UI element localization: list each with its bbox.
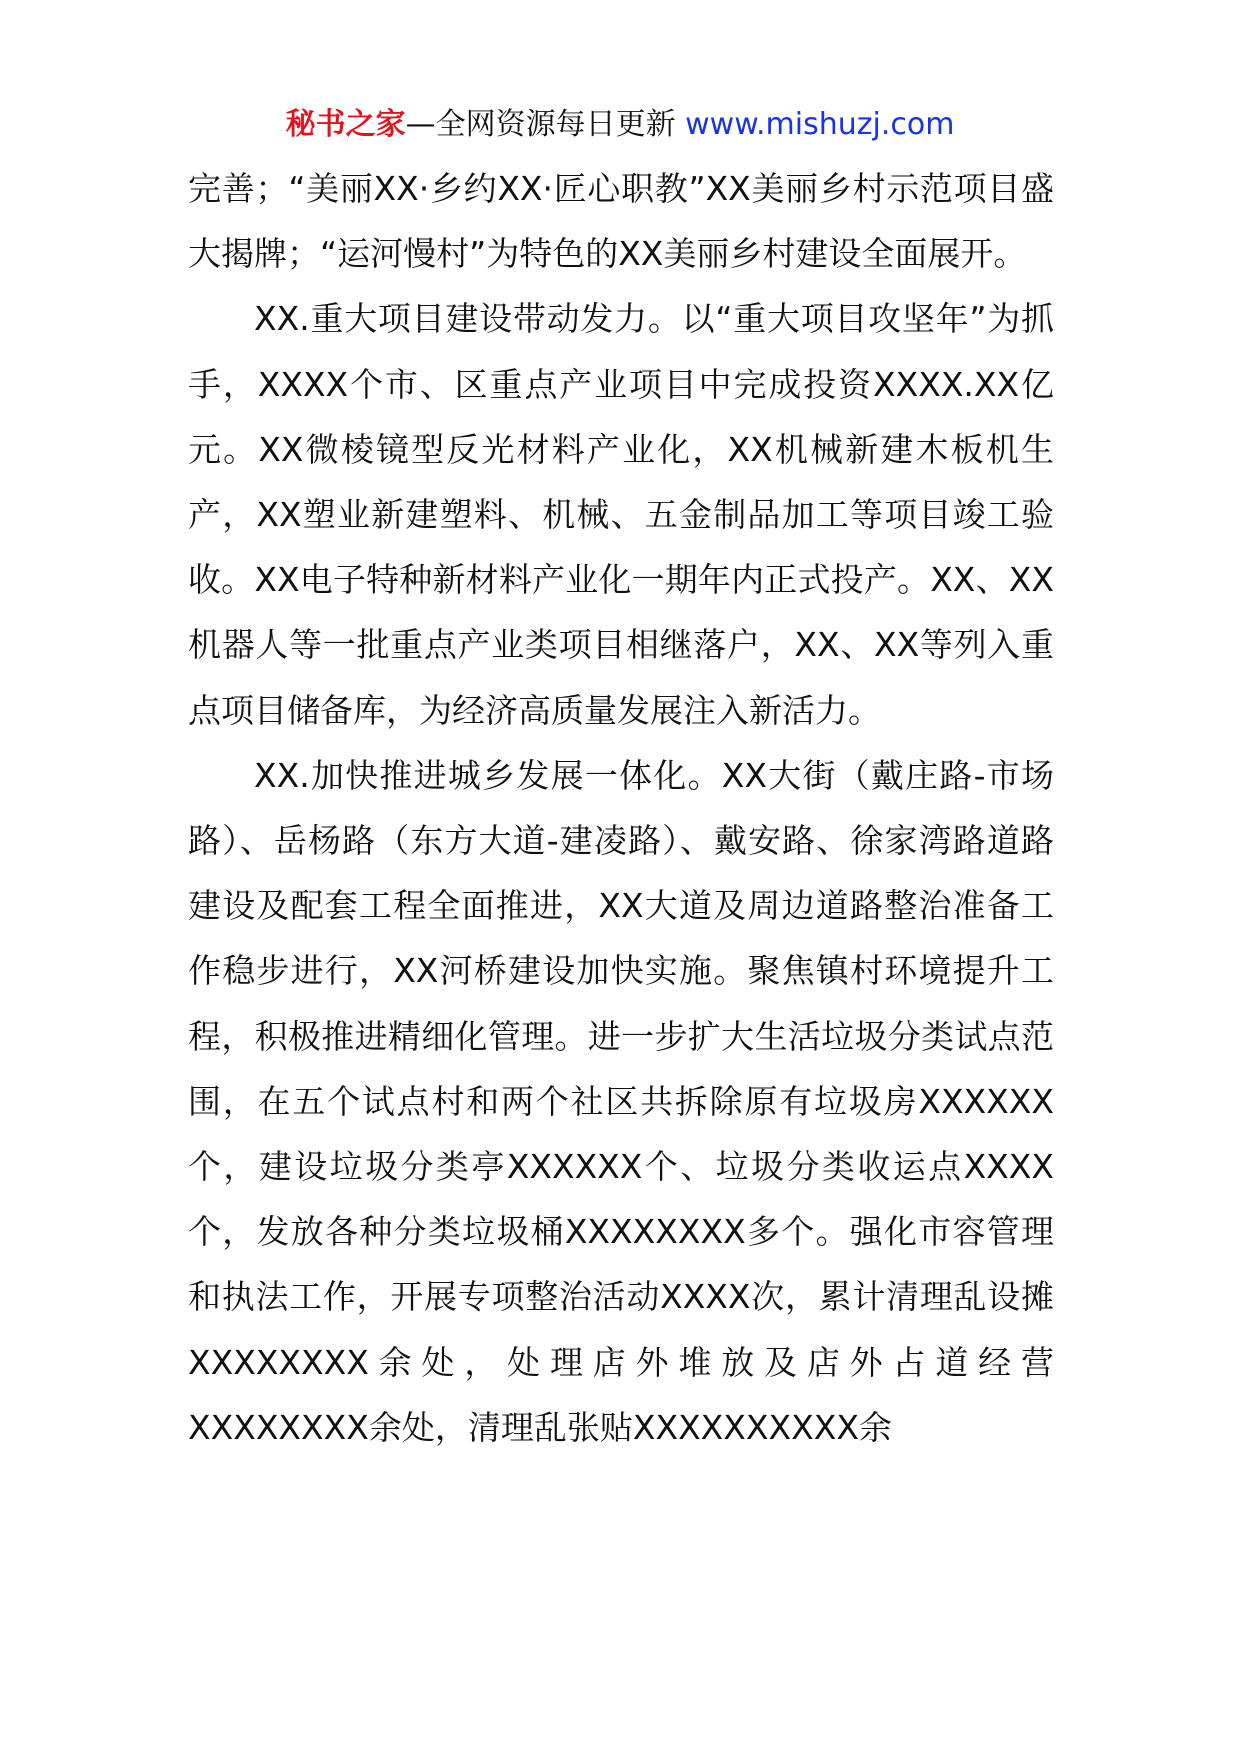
paragraph-continuation: 完善；“美丽XX·乡约XX·匠心职教”XX美丽乡村示范项目盛大揭牌；“运河慢村”为特色的XX美丽乡村建设全面展开。	[188, 169, 1054, 274]
page-header	[0, 98, 1240, 152]
document-body	[188, 156, 1054, 1460]
header-brand: 秘书之家	[285, 107, 406, 142]
header-url-link[interactable]: www.mishuzj.com	[685, 107, 955, 142]
paragraph-major-projects: XX.重大项目建设带动发力。以“重大项目攻坚年”为抓手，XXXX个市、区重点产业项目中完成投资XXXX.XX亿元。XX微棱镜型反光材料产业化，XX机械新建木板机生产，XX塑业新建塑料、机械、五金制品加工等项目竣工验收。XX电子特种新材料产业化一期年内正式投产。XX、XX机器人等一批重点产业类项目相继落户，XX、XX等列入重点项目储备库，为经济高质量发展注入新活力。	[188, 299, 1054, 730]
paragraph-urban-rural: XX.加快推进城乡发展一体化。XX大街（戴庄路-市场路）、岳杨路（东方大道-建凌路）、戴安路、徐家湾路道路建设及配套工程全面推进，XX大道及周边道路整治准备工作稳步进行，XX河桥建设加快实施。聚焦镇村环境提升工程，积极推进精细化管理。进一步扩大生活垃圾分类试点范围，在五个试点村和两个社区共拆除原有垃圾房XXXXXX个，建设垃圾分类亭XXXXXX个、垃圾分类收运点XXXX个，发放各种分类垃圾桶XXXXXXXX多个。强化市容管理和执法工作，开展专项整治活动XXXX次，累计清理乱设摊XXXXXXXX余处，处理店外堆放及店外占道经营XXXXXXXX余处，清理乱张贴XXXXXXXXXX余	[188, 755, 1054, 1447]
header-tagline: —全网资源每日更新	[405, 107, 676, 142]
